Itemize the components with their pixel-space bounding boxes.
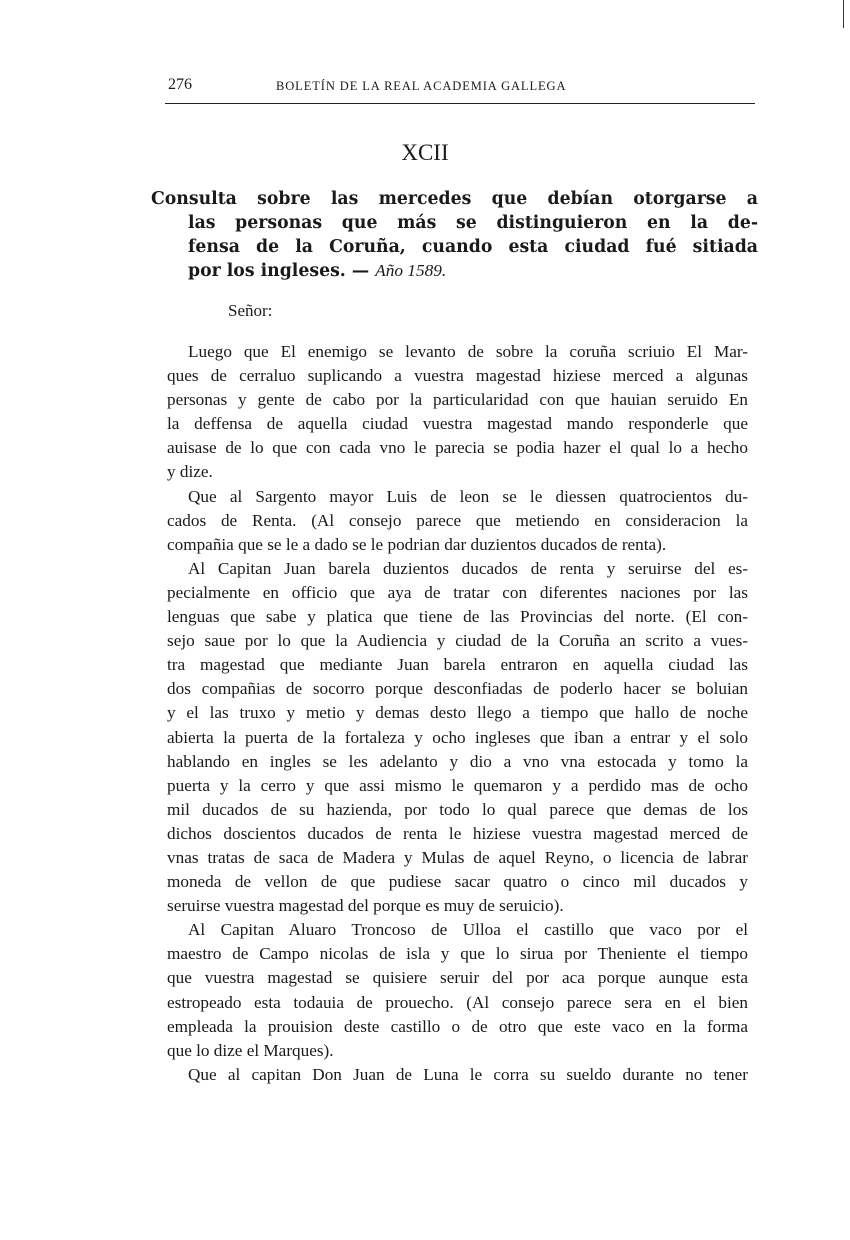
paragraph-line: dos compañias de socorro porque desconfiadas de poderlo hacer se boluian [167, 679, 748, 699]
paragraph-line: y el las truxo y metio y demas desto llego a tiempo que hallo de noche [167, 703, 748, 723]
running-title: BOLETÍN DE LA REAL ACADEMIA GALLEGA [276, 79, 567, 93]
paragraph-line: Que al capitan Don Juan de Luna le corra su sueldo durante no tener [188, 1064, 748, 1084]
paragraph-line: que lo dize el Marques). [167, 1040, 334, 1060]
paragraph-line: que vuestra magestad se quisiere seruir del por aca porque aunque esta [167, 968, 748, 988]
paragraph-line: Al Capitan Juan barela duzientos ducados de renta y seruirse del es- [188, 558, 748, 578]
document-number: XCII [401, 140, 449, 165]
title-line: las personas que más se distinguieron en la de- [188, 213, 758, 233]
title-date: Año 1589. [375, 261, 447, 280]
title-line: Consulta sobre las mercedes que debían otorgarse a [151, 189, 758, 209]
paragraph-line: ques de cerraluo suplicando a vuestra magestad hiziese merced a algunas [167, 366, 748, 386]
paragraph-line: moneda de vellon de que pudiese sacar quatro o cinco mil ducados y [167, 872, 748, 892]
paragraph-line: Que al Sargento mayor Luis de leon se le diessen quatrocientos du- [188, 486, 748, 506]
paragraph-line: Al Capitan Aluaro Troncoso de Ulloa el castillo que vaco por el [188, 920, 748, 940]
paragraph-line: sejo saue por lo que la Audiencia y ciudad de la Coruña an scrito a vues- [167, 631, 748, 651]
paragraph-line: auisase de lo que con cada vno le parecia se podia hazer el qual lo a hecho [167, 438, 748, 458]
paragraph-line: seruirse vuestra magestad del porque es muy de seruicio). [167, 896, 564, 916]
paragraph-line: cados de Renta. (Al consejo parece que metiendo en consideracion la [167, 510, 748, 530]
paragraph-line: hablando en ingles se les adelanto y dio a vno vna estocada y tomo la [167, 751, 748, 771]
salutation: Señor: [228, 301, 273, 320]
paragraph-line: compañia que se le a dado se le podrian dar duzientos ducados de renta). [167, 534, 667, 554]
paragraph-line: lenguas que sabe y platica que tiene de las Provincias del norte. (El con- [167, 607, 748, 627]
paragraph-line: personas y gente de cabo por la particularidad con que hauian seruido En [167, 390, 748, 410]
paragraph-line: tra magestad que mediante Juan barela entraron en aquella ciudad las [167, 655, 748, 675]
paragraph-line: Luego que El enemigo se levanto de sobre la coruña scriuio El Mar- [188, 342, 748, 361]
paragraph-line: dichos doscientos ducados de renta le hiziese vuestra magestad merced de [167, 823, 748, 843]
title-line: por los ingleses. — [188, 261, 370, 281]
paragraph-line: la deffensa de aquella ciudad vuestra magestad mando responderle que [167, 414, 748, 434]
title-line: fensa de la Coruña, cuando esta ciudad fué sitiada [188, 237, 758, 257]
document-title [151, 187, 758, 283]
scan-edge-line [843, 0, 844, 28]
header-rule [165, 103, 755, 104]
paragraph-line: vnas tratas de saca de Madera y Mulas de aquel Reyno, o licencia de labrar [167, 847, 748, 867]
paragraph-line: estropeado esta todauia de prouecho. (Al consejo parece sera en el bien [167, 992, 748, 1012]
page-number: 276 [168, 76, 192, 93]
paragraph-line: empleada la prouision deste castillo o de otro que este vaco en la forma [167, 1016, 748, 1036]
paragraph-line: abierta la puerta de la fortaleza y ocho ingleses que iban a entrar y el solo [167, 727, 748, 747]
paragraph-line: puerta y la cerro y que assi mismo le quemaron y a perdido mas de ocho [167, 775, 748, 795]
paragraph-line: pecialmente en officio que aya de tratar con diferentes naciones por las [167, 582, 748, 602]
title-line-last [188, 259, 758, 283]
paragraph-line: mil ducados de su hazienda, por todo lo qual parece que demas de los [167, 799, 748, 819]
document-body [167, 340, 748, 1087]
paragraph-line: y dize. [167, 462, 213, 482]
paragraph-line: maestro de Campo nicolas de isla y que lo sirua por Theniente el tiempo [167, 944, 748, 964]
